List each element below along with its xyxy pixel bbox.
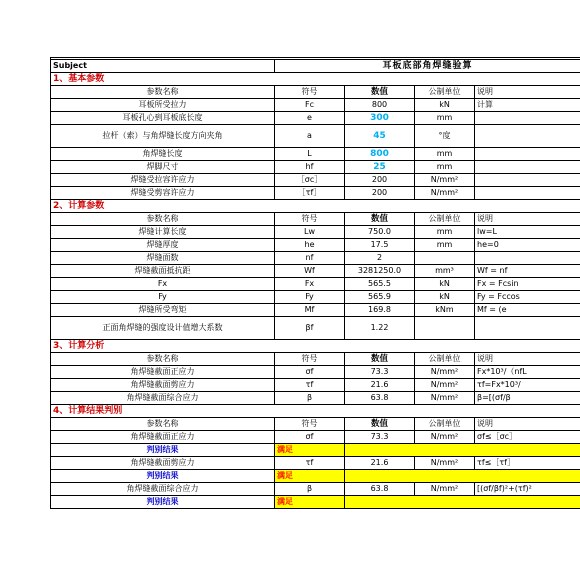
table-row [51, 252, 580, 265]
table-row [51, 291, 580, 304]
table-row [51, 304, 580, 317]
table-row [51, 112, 580, 125]
param-symbol: Wf [275, 265, 345, 278]
param-note: Fx*10³/（nfL [475, 366, 580, 379]
judge-label: 判别结果 [51, 470, 275, 483]
param-note: [(σf/βf)²+(τf)² [475, 483, 580, 496]
table-row [51, 366, 580, 379]
param-symbol: ［τf］ [275, 187, 345, 200]
param-value: 21.6 [345, 379, 415, 392]
col-unit: 公制单位 [415, 418, 475, 431]
param-value: 200 [345, 187, 415, 200]
param-unit: N/mm² [415, 379, 475, 392]
col-name: 参数名称 [51, 86, 275, 99]
col-unit: 公制单位 [415, 353, 475, 366]
param-note: Mf = (e [475, 304, 580, 317]
param-note: β=[(σf/β [475, 392, 580, 405]
param-value: 200 [345, 174, 415, 187]
judge-fill [345, 470, 580, 483]
param-unit: N/mm² [415, 174, 475, 187]
param-symbol: e [275, 112, 345, 125]
param-name: 角焊缝截面剪应力 [51, 457, 275, 470]
section-results-title: 4、计算结果判别 [51, 405, 580, 418]
param-symbol: β [275, 392, 345, 405]
table-row [51, 174, 580, 187]
param-name: 焊缝受剪容许应力 [51, 187, 275, 200]
param-value: 63.8 [345, 392, 415, 405]
param-symbol: L [275, 148, 345, 161]
param-name: 角焊缝截面剪应力 [51, 379, 275, 392]
param-note: τf=Fx*10³/ [475, 379, 580, 392]
param-note: Fy = Fccos [475, 291, 580, 304]
judge-row [51, 496, 580, 509]
table-row [51, 226, 580, 239]
param-symbol: ［σc］ [275, 174, 345, 187]
param-note: τf≤［τf］ [475, 457, 580, 470]
table-row [51, 317, 580, 340]
subject-label: Subject [51, 60, 275, 73]
param-value: 73.3 [345, 431, 415, 444]
table-row [51, 148, 580, 161]
param-value: 21.6 [345, 457, 415, 470]
table-row [51, 379, 580, 392]
param-unit: mm [415, 148, 475, 161]
param-name: 焊缝所受弯矩 [51, 304, 275, 317]
param-name: 正面角焊缝的强度设计值增大系数 [51, 317, 275, 340]
param-symbol: he [275, 239, 345, 252]
section-row [51, 340, 580, 353]
param-value: 300 [345, 112, 415, 125]
param-value: 565.9 [345, 291, 415, 304]
param-unit: °度 [415, 125, 475, 148]
param-value: 45 [345, 125, 415, 148]
header-row [51, 60, 580, 73]
param-symbol: Lw [275, 226, 345, 239]
column-header-row [51, 353, 580, 366]
section-analysis-title: 3、计算分析 [51, 340, 580, 353]
param-note: σf≤［σc］ [475, 431, 580, 444]
param-unit: N/mm² [415, 431, 475, 444]
judge-result: 满足 [275, 470, 345, 483]
param-note [475, 161, 580, 174]
param-symbol: a [275, 125, 345, 148]
param-unit: kNm [415, 304, 475, 317]
param-name: 焊缝截面抵抗距 [51, 265, 275, 278]
param-value: 17.5 [345, 239, 415, 252]
param-symbol: Fy [275, 291, 345, 304]
section-calc-title: 2、计算参数 [51, 200, 580, 213]
table-row [51, 99, 580, 112]
col-name: 参数名称 [51, 418, 275, 431]
param-value: 169.8 [345, 304, 415, 317]
param-name: 焊脚尺寸 [51, 161, 275, 174]
col-symbol: 符号 [275, 213, 345, 226]
col-value: 数值 [345, 86, 415, 99]
param-name: Fx [51, 278, 275, 291]
param-unit: mm [415, 239, 475, 252]
judge-label: 判别结果 [51, 496, 275, 509]
param-symbol: τf [275, 457, 345, 470]
col-value: 数值 [345, 213, 415, 226]
param-value: 1.22 [345, 317, 415, 340]
param-name: Fy [51, 291, 275, 304]
col-name: 参数名称 [51, 213, 275, 226]
param-value: 63.8 [345, 483, 415, 496]
col-name: 参数名称 [51, 353, 275, 366]
column-header-row [51, 86, 580, 99]
param-value: 2 [345, 252, 415, 265]
param-note [475, 148, 580, 161]
col-note: 说明 [475, 213, 580, 226]
judge-row [51, 444, 580, 457]
col-symbol: 符号 [275, 418, 345, 431]
param-value: 750.0 [345, 226, 415, 239]
col-note: 说明 [475, 86, 580, 99]
param-note: Wf = nf [475, 265, 580, 278]
param-note: lw=L [475, 226, 580, 239]
param-name: 焊缝厚度 [51, 239, 275, 252]
param-name: 焊缝面数 [51, 252, 275, 265]
param-symbol: τf [275, 379, 345, 392]
param-note: 计算 [475, 99, 580, 112]
param-name: 拉杆（索）与角焊缝长度方向夹角 [51, 125, 275, 148]
param-symbol: Mf [275, 304, 345, 317]
param-symbol: σf [275, 366, 345, 379]
param-unit: kN [415, 278, 475, 291]
param-symbol: Fc [275, 99, 345, 112]
table-row [51, 265, 580, 278]
judge-label: 判别结果 [51, 444, 275, 457]
col-unit: 公制单位 [415, 213, 475, 226]
param-value: 3281250.0 [345, 265, 415, 278]
param-value: 565.5 [345, 278, 415, 291]
param-value: 800 [345, 99, 415, 112]
param-name: 角焊缝截面正应力 [51, 366, 275, 379]
col-unit: 公制单位 [415, 86, 475, 99]
param-symbol: σf [275, 431, 345, 444]
param-note [475, 125, 580, 148]
calculation-sheet [50, 59, 580, 509]
param-note [475, 112, 580, 125]
table-row [51, 278, 580, 291]
param-value: 800 [345, 148, 415, 161]
col-symbol: 符号 [275, 353, 345, 366]
param-unit: mm [415, 226, 475, 239]
calc-table [50, 59, 580, 509]
section-row [51, 405, 580, 418]
sheet-top-border [50, 57, 580, 58]
param-name: 角焊缝截面正应力 [51, 431, 275, 444]
judge-result: 满足 [275, 444, 345, 457]
param-symbol: βf [275, 317, 345, 340]
table-row [51, 483, 580, 496]
judge-fill [345, 496, 580, 509]
col-value: 数值 [345, 418, 415, 431]
table-row [51, 431, 580, 444]
param-unit: N/mm² [415, 187, 475, 200]
param-unit: mm³ [415, 265, 475, 278]
table-row [51, 161, 580, 174]
param-unit: N/mm² [415, 483, 475, 496]
param-symbol: β [275, 483, 345, 496]
param-name: 角焊缝截面综合应力 [51, 483, 275, 496]
judge-fill [345, 444, 580, 457]
param-unit: kN [415, 291, 475, 304]
param-unit: N/mm² [415, 392, 475, 405]
param-symbol: Fx [275, 278, 345, 291]
section-basic-title: 1、基本参数 [51, 73, 580, 86]
section-row [51, 73, 580, 86]
col-note: 说明 [475, 418, 580, 431]
table-row [51, 457, 580, 470]
param-name: 焊缝受拉容许应力 [51, 174, 275, 187]
param-name: 角焊缝长度 [51, 148, 275, 161]
param-unit: N/mm² [415, 457, 475, 470]
param-unit: mm [415, 112, 475, 125]
page-title: 耳板底部角焊缝验算 [275, 60, 580, 73]
table-row [51, 125, 580, 148]
param-note [475, 252, 580, 265]
param-value: 25 [345, 161, 415, 174]
param-name: 焊缝计算长度 [51, 226, 275, 239]
param-symbol: nf [275, 252, 345, 265]
column-header-row [51, 418, 580, 431]
param-note [475, 174, 580, 187]
section-row [51, 200, 580, 213]
param-value: 73.3 [345, 366, 415, 379]
judge-row [51, 470, 580, 483]
table-row [51, 392, 580, 405]
param-note [475, 317, 580, 340]
col-note: 说明 [475, 353, 580, 366]
param-note: Fx = Fcsin [475, 278, 580, 291]
param-name: 角焊缝截面综合应力 [51, 392, 275, 405]
col-value: 数值 [345, 353, 415, 366]
param-symbol: hf [275, 161, 345, 174]
param-name: 耳板所受拉力 [51, 99, 275, 112]
table-row [51, 187, 580, 200]
param-unit: mm [415, 161, 475, 174]
column-header-row [51, 213, 580, 226]
param-unit: kN [415, 99, 475, 112]
param-unit [415, 252, 475, 265]
param-note: he=0 [475, 239, 580, 252]
param-unit [415, 317, 475, 340]
param-name: 耳板孔心到耳板底长度 [51, 112, 275, 125]
param-note [475, 187, 580, 200]
judge-result: 满足 [275, 496, 345, 509]
col-symbol: 符号 [275, 86, 345, 99]
param-unit: N/mm² [415, 366, 475, 379]
table-row [51, 239, 580, 252]
